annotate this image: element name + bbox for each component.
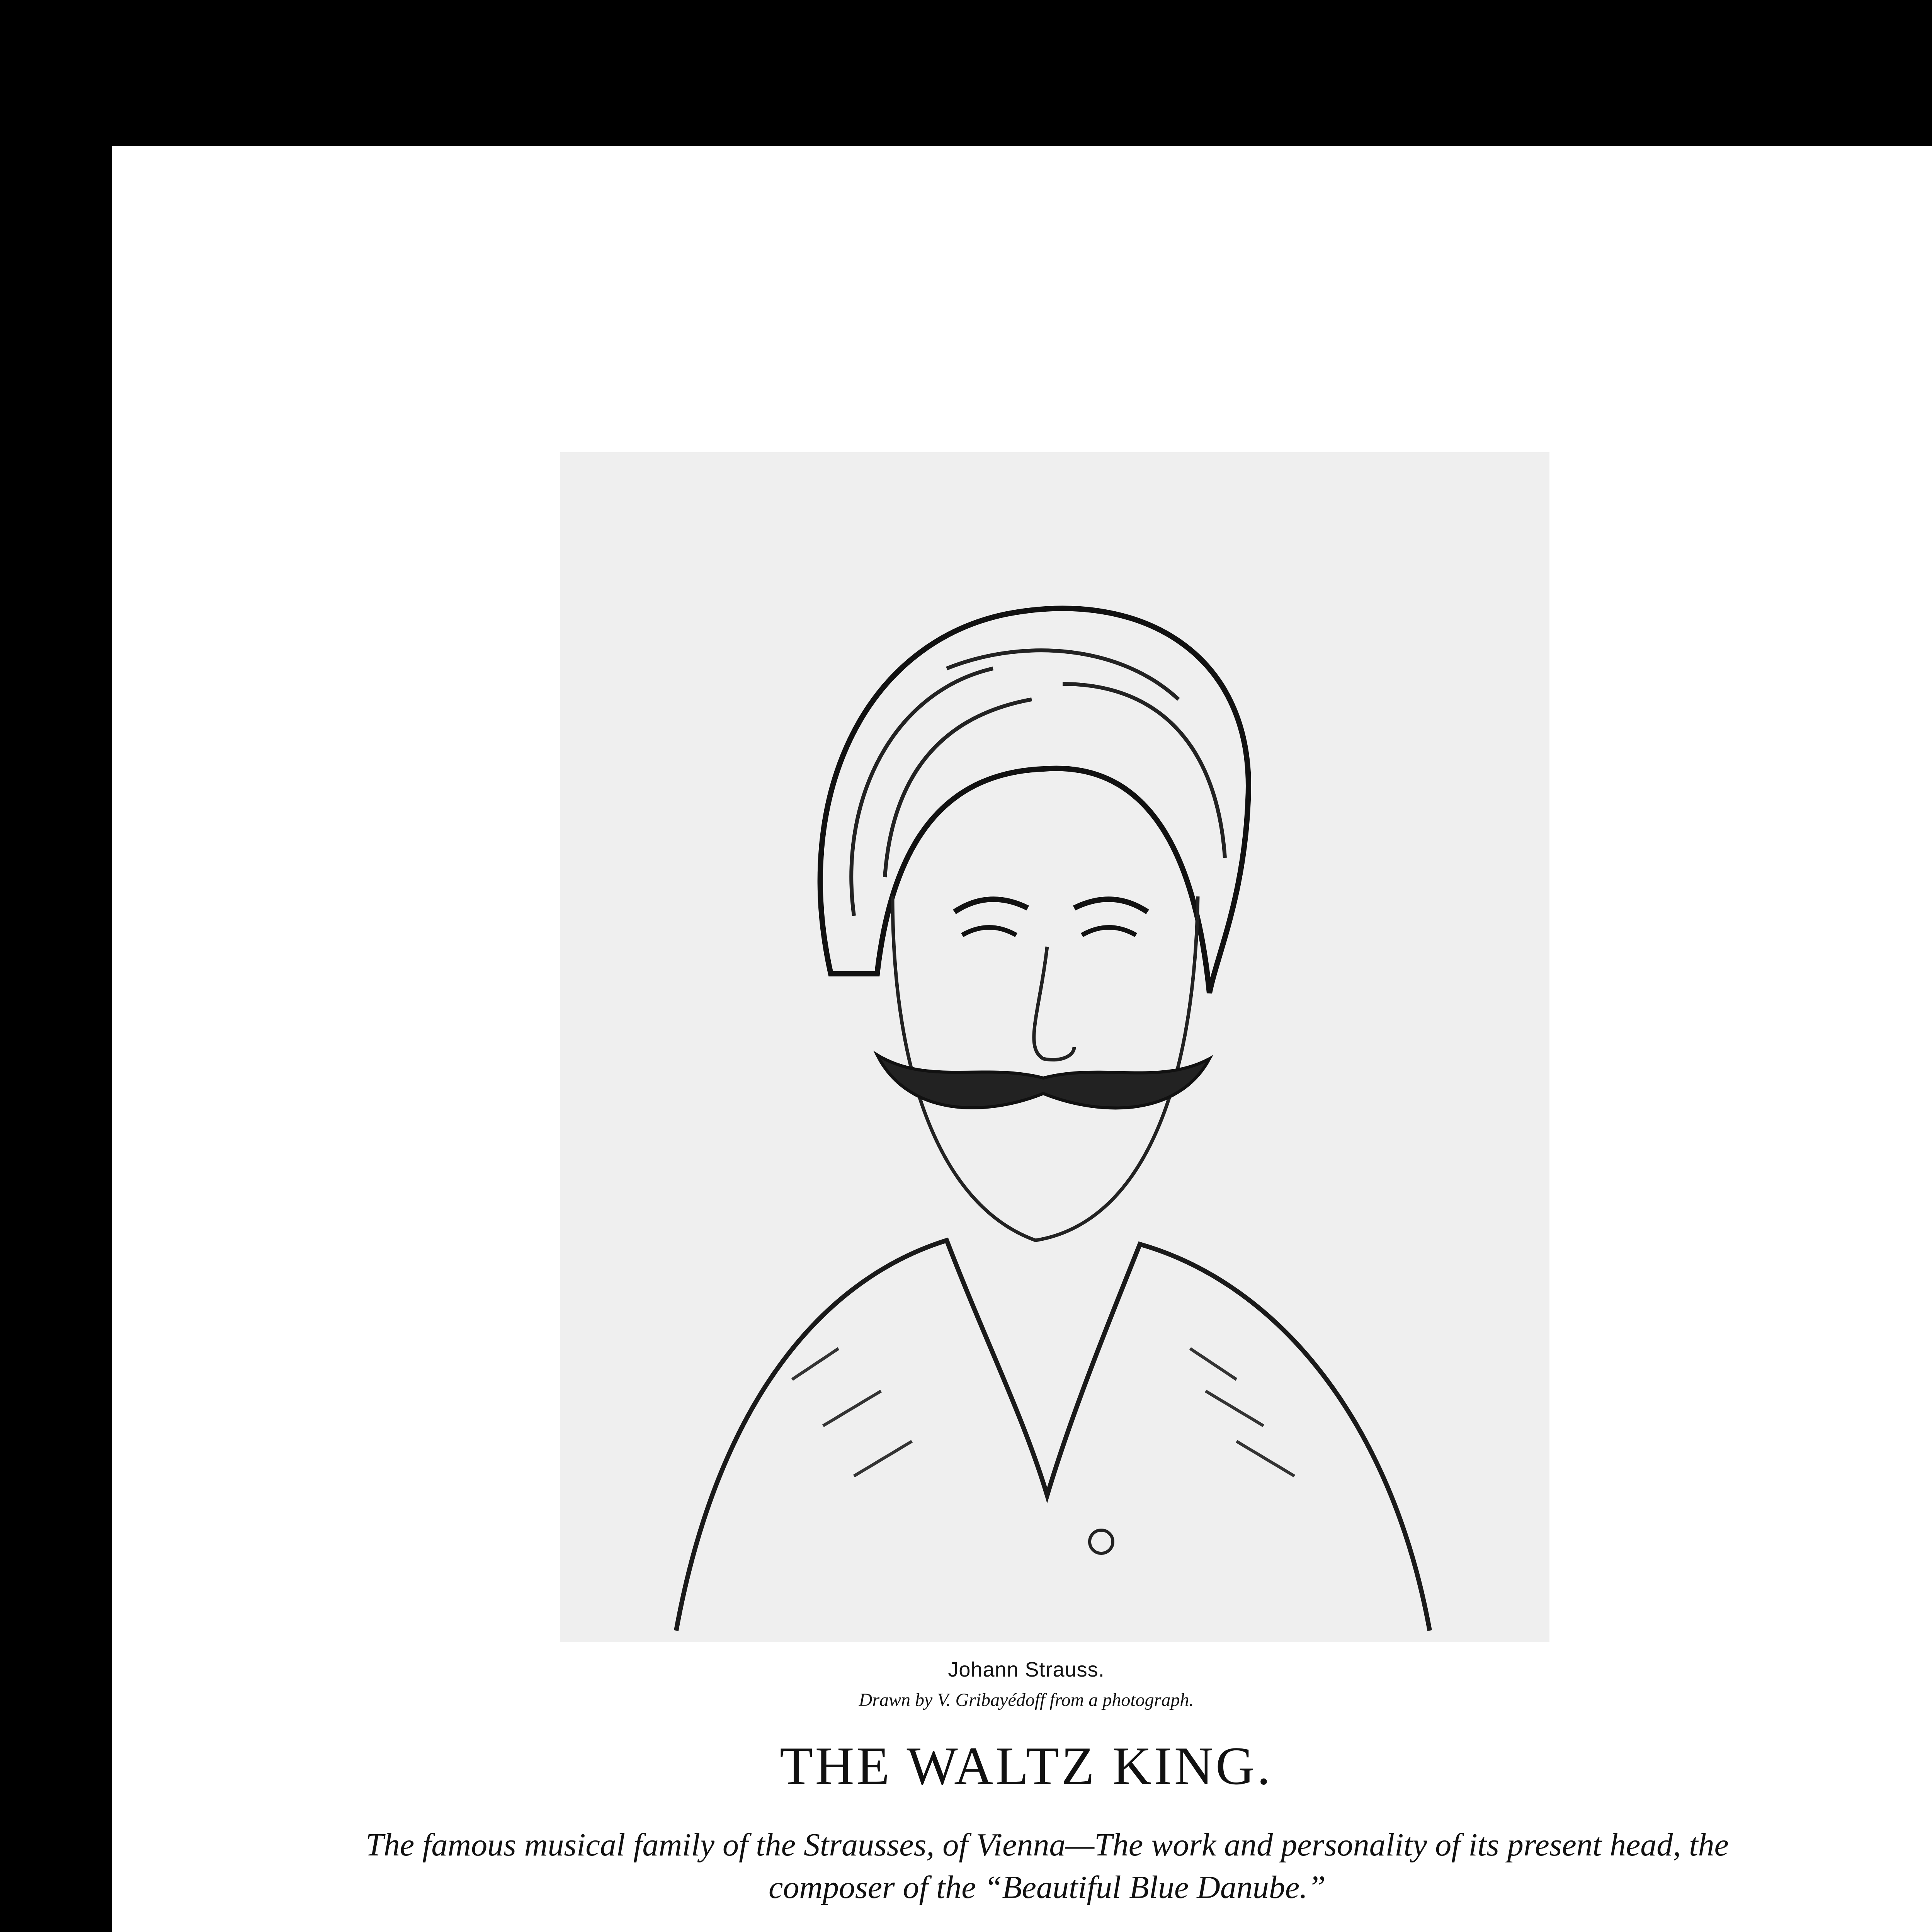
portrait-illustration — [560, 452, 1549, 1642]
article-title: THE WALTZ KING. — [780, 1736, 1273, 1796]
figure-caption-credit: Drawn by V. Gribayédoff from a photograph. — [859, 1690, 1194, 1710]
article-subtitle: The famous musical family of the Strausses, of Vienna—The work and personality of its present head, the composer of the “Beautiful Blue Danube.” — [366, 1827, 1729, 1905]
portrait-sketch — [560, 452, 1549, 1642]
figure-caption-name: Johann Strauss. — [948, 1658, 1105, 1681]
